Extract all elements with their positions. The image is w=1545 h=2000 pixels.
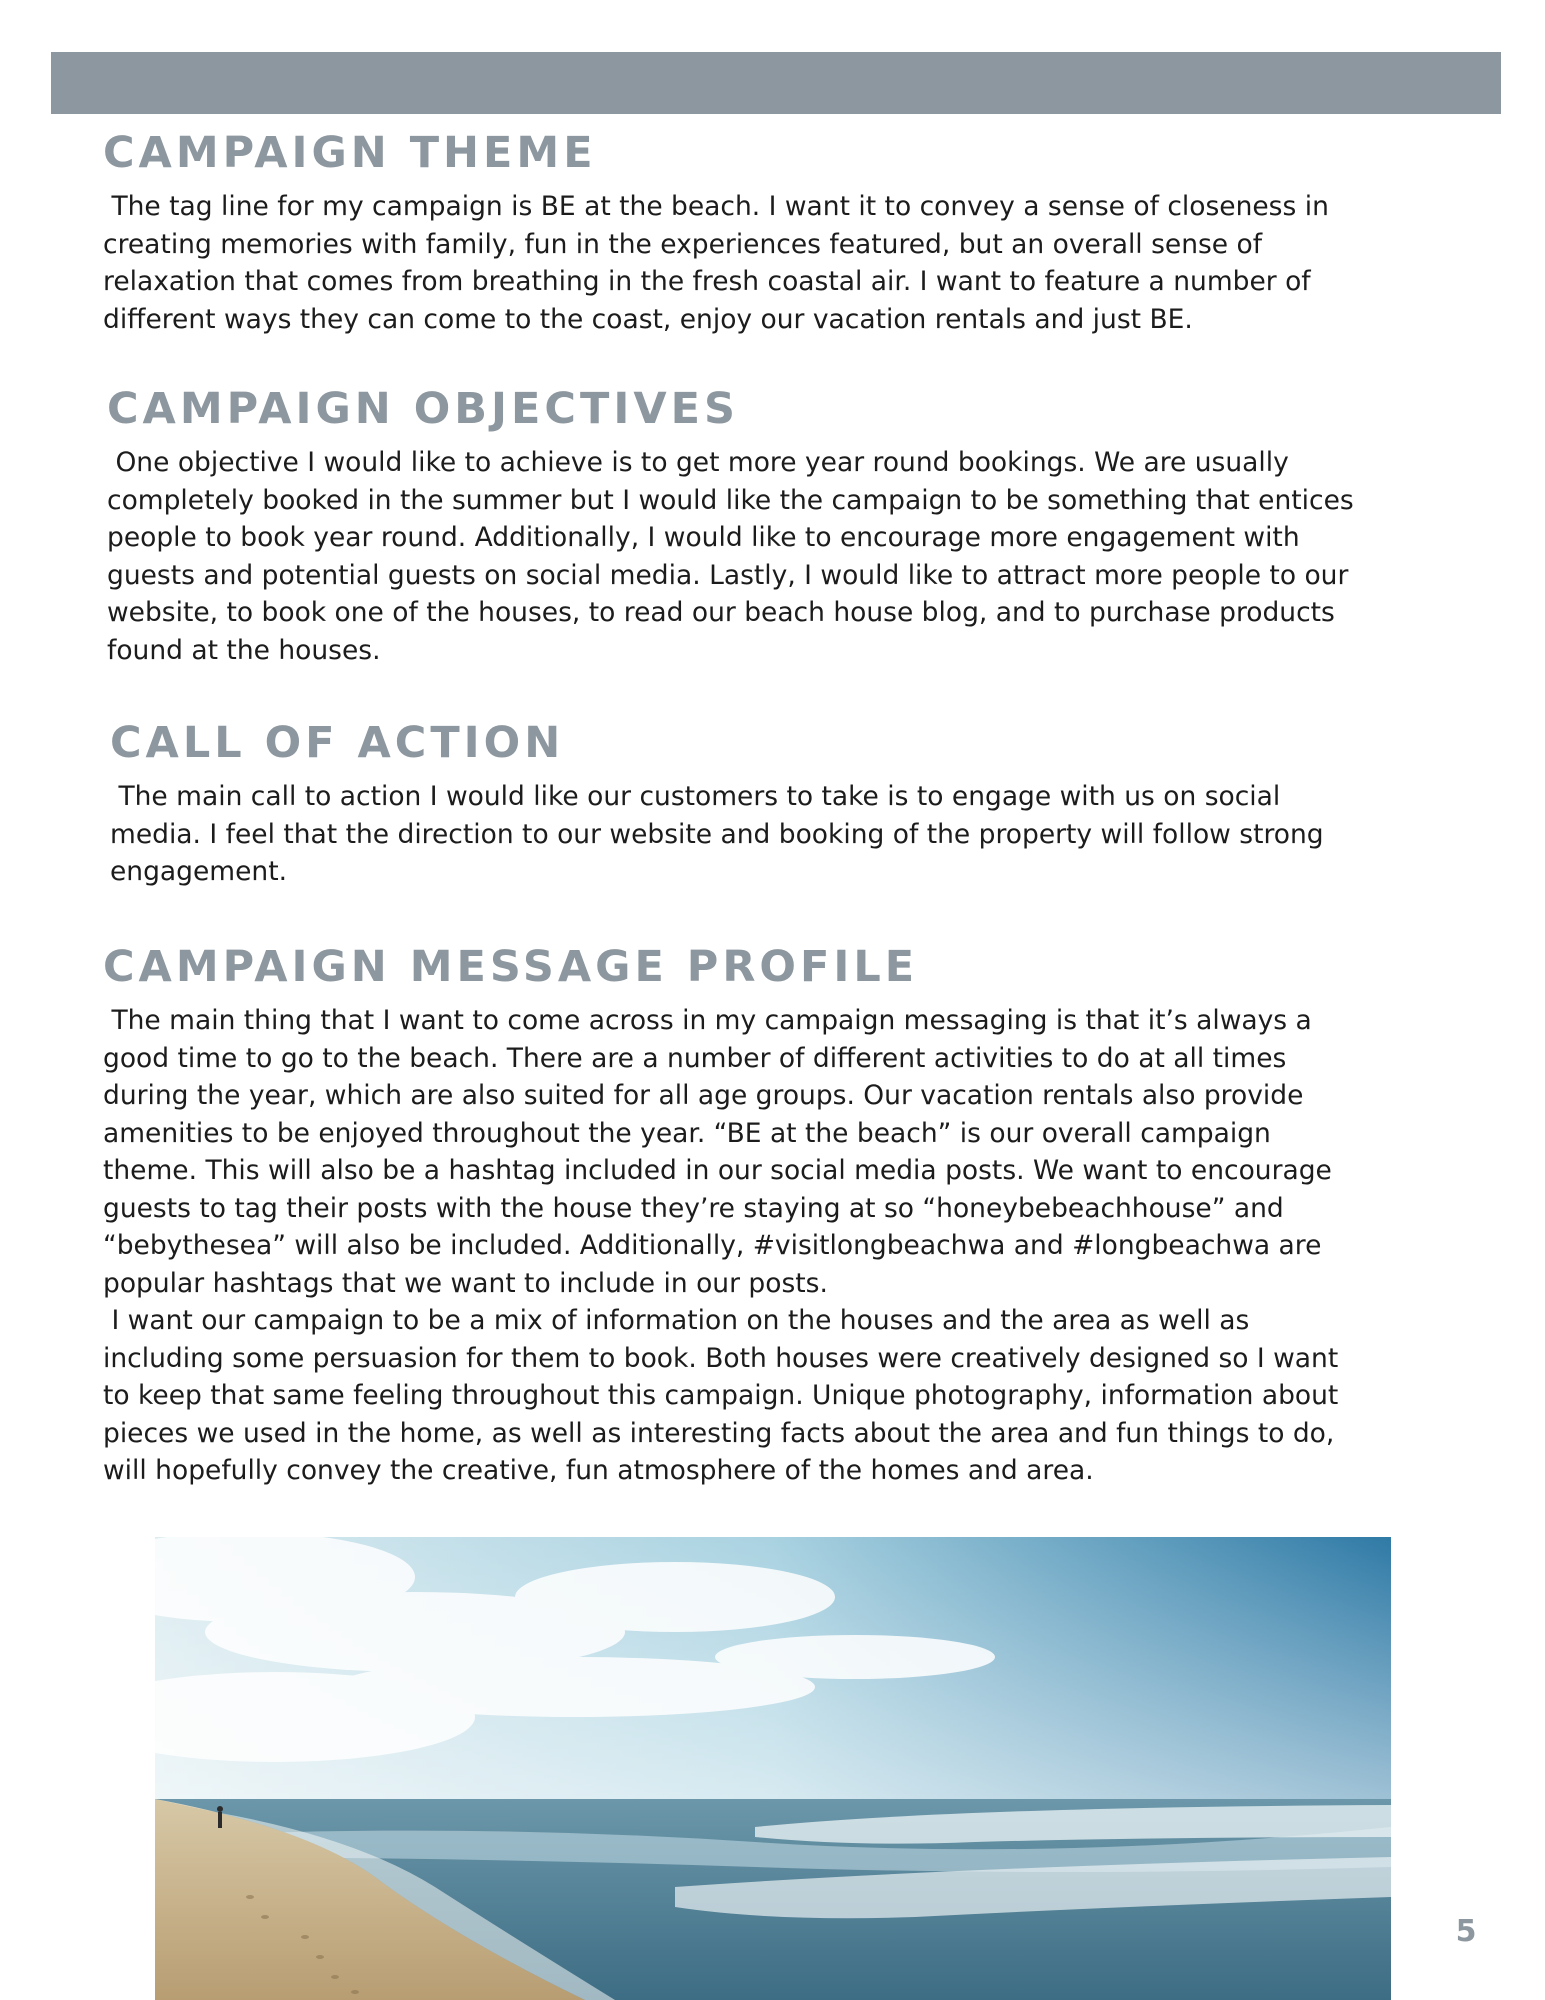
campaign-theme-heading: CAMPAIGN THEME: [103, 128, 597, 178]
campaign-objectives-heading: CAMPAIGN OBJECTIVES: [107, 384, 739, 434]
campaign-theme-section: [103, 128, 1463, 338]
call-of-action-text: The main call to action I would like our customers to take is to engage with us on social media. I feel that the direction to our website and booking of the property will follow strong engagement.: [110, 781, 1324, 887]
header-band: [51, 52, 1501, 114]
beach-photo: [155, 1537, 1391, 2000]
campaign-message-profile-section: [103, 942, 1463, 1490]
campaign-message-profile-text: The main thing that I want to come across in my campaign messaging is that it’s always a good time to go to the beach. There are a number of different activities to do at all times during the year, which are also suited for all age groups. Our vacation rentals also provide amenities to be enjoyed throughout the year. “BE at the beach” is our overall campaign theme. This will also be a hashtag included in our social media posts. We want to encourage guests to tag their posts with the house they’re staying at so “honeybebeachhouse” and “bebythesea” will also be included. Additionally, #visitlongbeachwa and #longbeachwa are popular hashtags that we want to include in our posts. I want our campaign to be a mix of information on the houses and the area as well as including some persuasion for them to book. Both houses were creatively designed so I want to keep that same feeling throughout this campaign. Unique photography, information about pieces we used in the home, as well as interesting facts about the area and fun things to do, will hopefully convey the creative, fun atmosphere of the homes and area.: [103, 1005, 1339, 1486]
page-number: 5: [1455, 1914, 1477, 1949]
campaign-message-profile-heading: CAMPAIGN MESSAGE PROFILE: [103, 942, 919, 992]
call-of-action-section: [110, 718, 1470, 891]
campaign-objectives-section: [107, 384, 1467, 669]
call-of-action-heading: CALL OF ACTION: [110, 718, 565, 768]
campaign-theme-text: The tag line for my campaign is BE at the beach. I want it to convey a sense of closeness in creating memories with family, fun in the experiences featured, but an overall sense of relaxation that comes from breathing in the fresh coastal air. I want to feature a number of different ways they can come to the coast, enjoy our vacation rentals and just BE.: [103, 191, 1329, 335]
campaign-objectives-text: One objective I would like to achieve is to get more year round bookings. We are usually completely booked in the summer but I would like the campaign to be something that entices people to book year round. Additionally, I would like to encourage more engagement with guests and potential guests on social media. Lastly, I would like to attract more people to our website, to book one of the houses, to read our beach house blog, and to purchase products found at the houses.: [107, 447, 1354, 666]
